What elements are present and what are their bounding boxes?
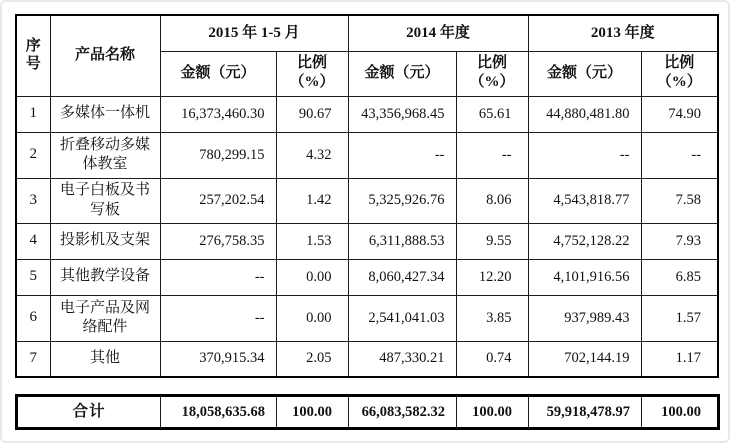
total-row-table bbox=[15, 394, 720, 430]
amount-cell: 8,060,427.34 bbox=[348, 259, 456, 295]
amount-cell: 257,202.54 bbox=[160, 178, 276, 223]
header-ratio-2015 bbox=[276, 51, 348, 96]
ratio-cell: 9.55 bbox=[456, 223, 528, 259]
product-name-cell: 投影机及支架 bbox=[50, 223, 160, 259]
table-row bbox=[16, 341, 718, 377]
amount-cell: 702,144.19 bbox=[528, 341, 641, 377]
amount-cell: -- bbox=[528, 132, 641, 178]
ratio-cell: 3.85 bbox=[456, 295, 528, 341]
amount-cell: -- bbox=[348, 132, 456, 178]
amount-cell: 2,541,041.03 bbox=[348, 295, 456, 341]
header-period-2015: 2015 年 1-5 月 bbox=[160, 15, 348, 51]
product-name-cell: 其他教学设备 bbox=[50, 259, 160, 295]
amount-cell: 937,989.43 bbox=[528, 295, 641, 341]
header-product-name: 产品名称 bbox=[50, 15, 160, 96]
index-cell: 7 bbox=[16, 341, 50, 377]
index-cell: 6 bbox=[16, 295, 50, 341]
amount-cell: 780,299.15 bbox=[160, 132, 276, 178]
table-row bbox=[16, 295, 718, 341]
amount-cell: 370,915.34 bbox=[160, 341, 276, 377]
ratio-cell: 8.06 bbox=[456, 178, 528, 223]
amount-cell: 4,543,818.77 bbox=[528, 178, 641, 223]
index-cell: 3 bbox=[16, 178, 50, 223]
total-label-cell: 合计 bbox=[17, 396, 161, 429]
header-ratio-2013 bbox=[641, 51, 718, 96]
product-name-cell: 电子产品及网络配件 bbox=[50, 295, 160, 341]
header-period-2013: 2013 年度 bbox=[528, 15, 718, 51]
total-ratio-cell: 100.00 bbox=[277, 396, 349, 429]
ratio-cell: 1.17 bbox=[641, 341, 718, 377]
total-amount-cell: 59,918,478.97 bbox=[529, 396, 642, 429]
table-row bbox=[16, 96, 718, 132]
ratio-cell: 0.00 bbox=[276, 295, 348, 341]
amount-cell: 4,101,916.56 bbox=[528, 259, 641, 295]
product-name-cell: 多媒体一体机 bbox=[50, 96, 160, 132]
product-revenue-table bbox=[15, 14, 719, 378]
ratio-cell: 65.61 bbox=[456, 96, 528, 132]
ratio-cell: 90.67 bbox=[276, 96, 348, 132]
total-ratio-cell: 100.00 bbox=[457, 396, 529, 429]
table-row bbox=[16, 178, 718, 223]
header-period-2014: 2014 年度 bbox=[348, 15, 528, 51]
header-index-label: 序 号 bbox=[25, 37, 41, 73]
amount-cell: -- bbox=[160, 259, 276, 295]
amount-cell: 276,758.35 bbox=[160, 223, 276, 259]
ratio-cell: 12.20 bbox=[456, 259, 528, 295]
index-cell: 2 bbox=[16, 132, 50, 178]
ratio-cell: -- bbox=[641, 132, 718, 178]
total-row bbox=[17, 396, 719, 429]
product-name-cell: 其他 bbox=[50, 341, 160, 377]
total-amount-cell: 18,058,635.68 bbox=[161, 396, 277, 429]
header-ratio-2014 bbox=[456, 51, 528, 96]
amount-cell: 4,752,128.22 bbox=[528, 223, 641, 259]
header-amount-2015: 金额（元） bbox=[160, 51, 276, 96]
amount-cell: 16,373,460.30 bbox=[160, 96, 276, 132]
ratio-cell: 74.90 bbox=[641, 96, 718, 132]
ratio-cell: 7.93 bbox=[641, 223, 718, 259]
index-cell: 5 bbox=[16, 259, 50, 295]
table-row bbox=[16, 259, 718, 295]
header-ratio-label: 比例 （%） bbox=[656, 55, 702, 91]
header-row-periods bbox=[16, 15, 718, 51]
ratio-cell: 2.05 bbox=[276, 341, 348, 377]
total-amount-cell: 66,083,582.32 bbox=[349, 396, 457, 429]
total-ratio-cell: 100.00 bbox=[642, 396, 719, 429]
ratio-cell: 0.74 bbox=[456, 341, 528, 377]
header-index bbox=[16, 15, 50, 96]
table-row bbox=[16, 132, 718, 178]
table-row bbox=[16, 223, 718, 259]
amount-cell: 6,311,888.53 bbox=[348, 223, 456, 259]
ratio-cell: 4.32 bbox=[276, 132, 348, 178]
ratio-cell: 6.85 bbox=[641, 259, 718, 295]
header-ratio-label: 比例 （%） bbox=[469, 55, 515, 91]
amount-cell: 487,330.21 bbox=[348, 341, 456, 377]
header-ratio-label: 比例 （%） bbox=[289, 55, 335, 91]
amount-cell: 44,880,481.80 bbox=[528, 96, 641, 132]
header-amount-2014: 金额（元） bbox=[348, 51, 456, 96]
ratio-cell: 1.53 bbox=[276, 223, 348, 259]
header-amount-2013: 金额（元） bbox=[528, 51, 641, 96]
amount-cell: 43,356,968.45 bbox=[348, 96, 456, 132]
ratio-cell: 1.57 bbox=[641, 295, 718, 341]
amount-cell: 5,325,926.76 bbox=[348, 178, 456, 223]
ratio-cell: 1.42 bbox=[276, 178, 348, 223]
index-cell: 1 bbox=[16, 96, 50, 132]
index-cell: 4 bbox=[16, 223, 50, 259]
amount-cell: -- bbox=[160, 295, 276, 341]
ratio-cell: 7.58 bbox=[641, 178, 718, 223]
product-name-cell: 电子白板及书写板 bbox=[50, 178, 160, 223]
product-name-cell: 折叠移动多媒体教室 bbox=[50, 132, 160, 178]
ratio-cell: -- bbox=[456, 132, 528, 178]
ratio-cell: 0.00 bbox=[276, 259, 348, 295]
